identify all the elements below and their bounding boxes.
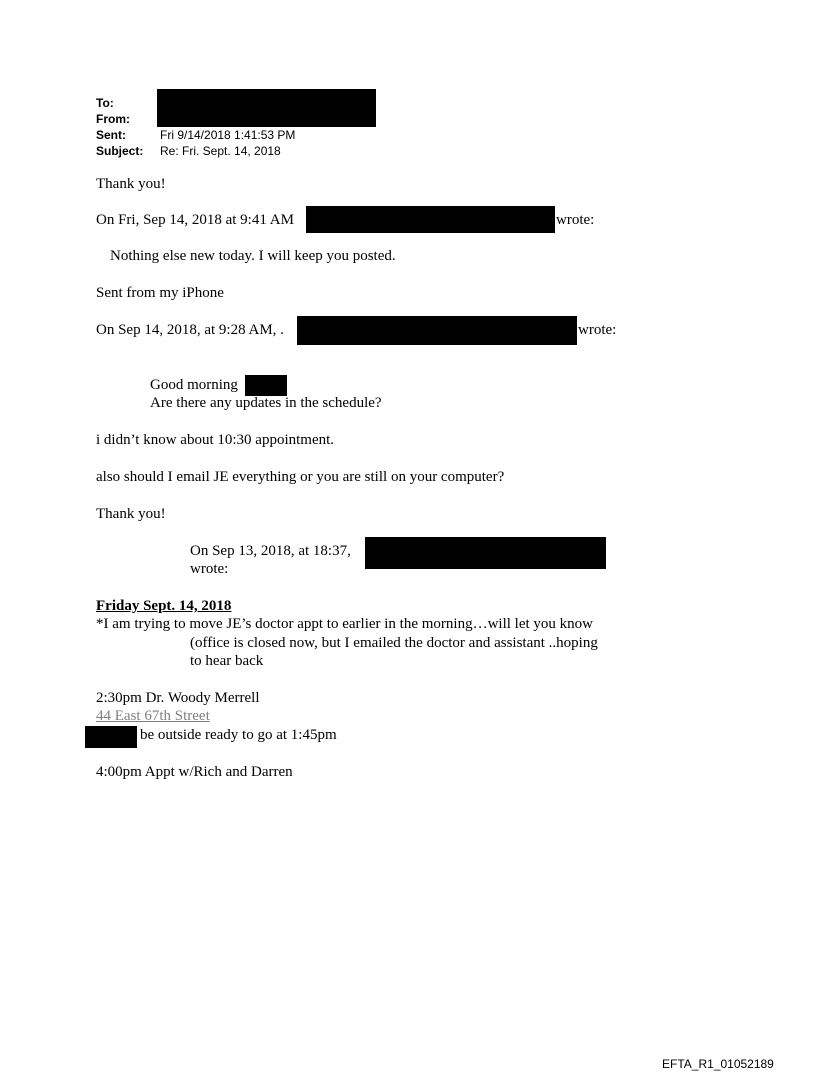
from-label: From: <box>96 112 130 126</box>
appt1-note: be outside ready to go at 1:45pm <box>140 727 337 743</box>
redaction-greeting-name <box>245 375 287 396</box>
redaction-to-from <box>157 89 376 127</box>
quote2-greeting: Good morning <box>150 377 238 393</box>
reply-text: Thank you! <box>96 176 166 192</box>
sent-value: Fri 9/14/2018 1:41:53 PM <box>160 128 296 142</box>
appt1-address-link[interactable]: 44 East 67th Street <box>96 708 210 724</box>
doc-id: EFTA_R1_01052189 <box>662 1057 774 1071</box>
subject-label: Subject: <box>96 144 144 158</box>
quote3-wrote: wrote: <box>190 561 229 577</box>
appt1-time: 2:30pm Dr. Woody Merrell <box>96 690 260 706</box>
subject-value: Re: Fri. Sept. 14, 2018 <box>160 144 281 158</box>
redaction-quote2-sender <box>297 316 577 345</box>
quote1-text: Nothing else new today. I will keep you posted. <box>110 248 396 264</box>
quote2-wrote: wrote: <box>578 322 617 338</box>
signature: Sent from my iPhone <box>96 285 224 301</box>
schedule-note-3: to hear back <box>190 653 264 669</box>
quote2-intro: On Sep 14, 2018, at 9:28 AM, . <box>96 322 284 338</box>
quote3-intro: On Sep 13, 2018, at 18:37, <box>190 543 351 559</box>
appt2: 4:00pm Appt w/Rich and Darren <box>96 764 293 780</box>
quote2-question: Are there any updates in the schedule? <box>150 395 382 411</box>
quote2-line1: i didn’t know about 10:30 appointment. <box>96 432 335 448</box>
schedule-note-1: *I am trying to move JE’s doctor appt to earlier in the morning…will let you know <box>96 616 593 632</box>
schedule-note-2: (office is closed now, but I emailed the doctor and assistant ..hoping <box>190 635 598 651</box>
quote2-thanks: Thank you! <box>96 506 166 522</box>
redaction-quote3-sender <box>365 537 606 569</box>
quote1-intro: On Fri, Sep 14, 2018 at 9:41 AM <box>96 212 294 228</box>
to-label: To: <box>96 96 114 110</box>
redaction-driver-name <box>85 726 137 748</box>
redaction-quote1-sender <box>306 206 555 233</box>
sent-label: Sent: <box>96 128 126 142</box>
schedule-title: Friday Sept. 14, 2018 <box>96 598 232 614</box>
quote1-wrote: wrote: <box>556 212 595 228</box>
quote2-line2: also should I email JE everything or you are still on your computer? <box>96 469 505 485</box>
